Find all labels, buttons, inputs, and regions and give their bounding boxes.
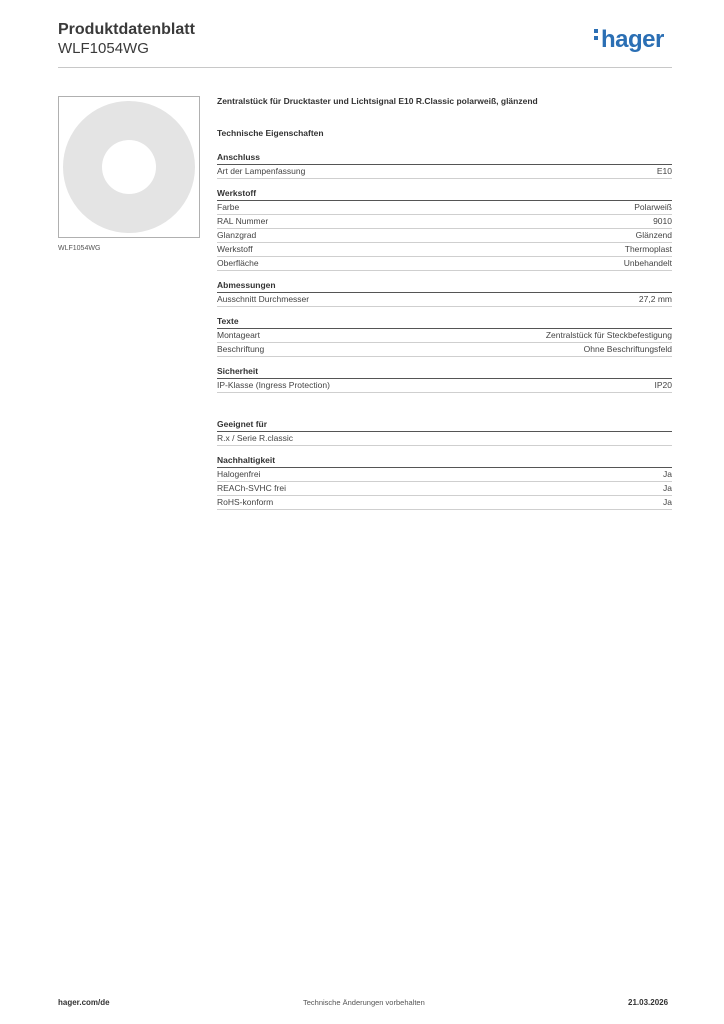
spec-label: Ausschnitt Durchmesser bbox=[217, 294, 310, 304]
spec-row bbox=[217, 379, 672, 393]
section-title: Abmessungen bbox=[217, 280, 672, 293]
spec-label: Beschriftung bbox=[217, 344, 265, 354]
section-title: Nachhaltigkeit bbox=[217, 455, 672, 468]
spec-value: Zentralstück für Steckbefestigung bbox=[545, 330, 672, 340]
spec-label: Farbe bbox=[217, 202, 240, 212]
footer-date: 21.03.2026 bbox=[628, 998, 669, 1007]
spec-value: Glänzend bbox=[635, 230, 672, 240]
doc-type-title: Produktdatenblatt bbox=[58, 21, 195, 38]
spec-row bbox=[217, 201, 672, 215]
spec-row bbox=[217, 165, 672, 179]
section-title: Texte bbox=[217, 316, 672, 329]
spec-label: Halogenfrei bbox=[217, 469, 261, 479]
spec-value: Polarweiß bbox=[634, 202, 672, 212]
spec-value: 27,2 mm bbox=[638, 294, 672, 304]
section-texte bbox=[217, 316, 672, 357]
section-title: Sicherheit bbox=[217, 366, 672, 379]
spec-row bbox=[217, 432, 672, 446]
tech-properties-title: Technische Eigenschaften bbox=[217, 128, 324, 138]
header-divider bbox=[58, 67, 672, 68]
spec-value: E10 bbox=[656, 166, 672, 176]
logo-text: hager bbox=[601, 26, 664, 53]
spec-value: Ja bbox=[663, 497, 672, 507]
spec-label: R.x / Serie R.classic bbox=[217, 433, 294, 443]
spec-label: RAL Nummer bbox=[217, 216, 269, 226]
spec-label: Glanzgrad bbox=[217, 230, 257, 240]
spec-row bbox=[217, 257, 672, 271]
spec-label: REACh-SVHC frei bbox=[217, 483, 286, 493]
product-image bbox=[58, 96, 200, 238]
spec-label: Montageart bbox=[217, 330, 260, 340]
spec-value: 9010 bbox=[653, 216, 672, 226]
section-abmessungen bbox=[217, 280, 672, 307]
section-nachhaltigkeit bbox=[217, 455, 672, 510]
section-sicherheit bbox=[217, 366, 672, 393]
spec-value: Thermoplast bbox=[624, 244, 672, 254]
section-title: Werkstoff bbox=[217, 188, 672, 201]
footer-notice: Technische Änderungen vorbehalten bbox=[303, 998, 425, 1007]
spec-label: Oberfläche bbox=[217, 258, 259, 268]
spec-label: Art der Lampenfassung bbox=[217, 166, 306, 176]
section-geeignet bbox=[217, 419, 672, 446]
spec-row bbox=[217, 468, 672, 482]
section-title: Anschluss bbox=[217, 152, 672, 165]
spec-value: Ja bbox=[663, 469, 672, 479]
spec-row bbox=[217, 293, 672, 307]
spec-label: Werkstoff bbox=[217, 244, 253, 254]
spec-row bbox=[217, 496, 672, 510]
footer-website-link[interactable]: hager.com/de bbox=[58, 998, 110, 1007]
spec-label: IP-Klasse (Ingress Protection) bbox=[217, 380, 330, 390]
spec-row bbox=[217, 343, 672, 357]
spec-row bbox=[217, 482, 672, 496]
spec-row bbox=[217, 229, 672, 243]
spec-content bbox=[217, 96, 672, 519]
spec-row bbox=[217, 243, 672, 257]
spec-value: Unbehandelt bbox=[623, 258, 672, 268]
section-anschluss bbox=[217, 152, 672, 179]
image-caption: WLF1054WG bbox=[58, 245, 101, 252]
ring-icon bbox=[63, 101, 195, 233]
spec-value: Ohne Beschriftungsfeld bbox=[583, 344, 672, 354]
product-code: WLF1054WG bbox=[58, 40, 149, 57]
logo-dots-icon bbox=[594, 29, 598, 43]
spec-row bbox=[217, 215, 672, 229]
section-werkstoff bbox=[217, 188, 672, 271]
product-description: Zentralstück für Drucktaster und Lichtsignal E10 R.Classic polarweiß, glänzend bbox=[217, 96, 538, 106]
section-title: Geeignet für bbox=[217, 419, 672, 432]
spec-value: Ja bbox=[663, 483, 672, 493]
spec-value: IP20 bbox=[654, 380, 672, 390]
spec-label: RoHS-konform bbox=[217, 497, 274, 507]
spec-row bbox=[217, 329, 672, 343]
hager-logo bbox=[594, 26, 664, 54]
